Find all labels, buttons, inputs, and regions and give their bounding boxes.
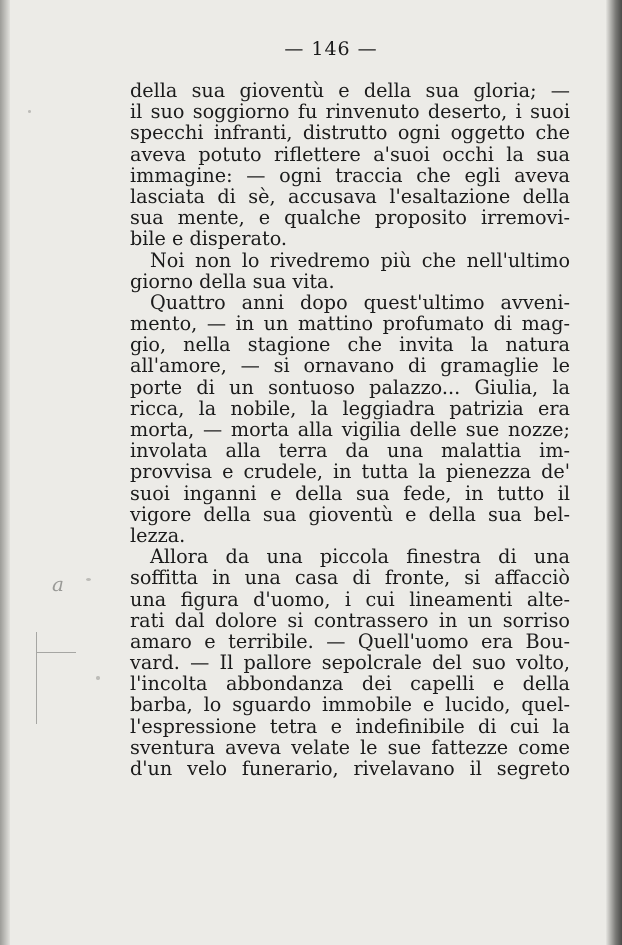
text-line: sua mente, e qualche proposito irremovi- [130,206,570,230]
text-line: bile e disperato. [130,227,288,251]
text-line: soffitta in una casa di fronte, si affacciò [130,566,570,590]
margin-pencil-mark: a [52,572,64,596]
text-line: ricca, la nobile, la leggiadra patrizia era [130,396,570,420]
text-line: immagine: — ogni traccia che egli aveva [130,163,570,187]
text-line: involata alla terra da una malattia im- [130,439,570,463]
text-line: lezza. [130,523,186,547]
text-line: giorno della sua vita. [130,269,335,293]
text-line: barba, lo sguardo immobile e lucido, quel- [130,693,570,717]
text-line: rati dal dolore si contrassero in un sorriso [130,608,570,632]
text-line: provvisa e crudele, in tutta la pienezza de' [130,460,570,484]
text-line: della sua gioventù e della sua gloria; — [130,79,570,102]
text-line: vard. — Il pallore sepolcrale del suo volto, [130,651,570,675]
text-line: all'amore, — si ornavano di gramaglie le [130,354,570,378]
page-number: — 146 — [284,38,378,60]
text-line: l'incolta abbondanza dei capelli e della [130,672,570,696]
paper-speck [86,578,91,581]
text-line: Noi non lo rivedremo più che nell'ultimo [150,248,570,272]
text-line: aveva potuto riflettere a'suoi occhi la sua [130,142,570,166]
text-line: specchi infranti, distrutto ogni oggetto che [130,121,570,145]
margin-pencil-bracket [36,632,51,724]
page-edge-shadow-left [0,0,10,945]
text-line: d'un velo funerario, rivelavano il segreto [130,757,570,780]
text-line: gio, nella stagione che invita la natura [130,333,570,357]
page-edge-shadow-right [606,0,622,945]
text-line: l'espressione tetra e indefinibile di cui la [130,714,570,738]
text-line: Quattro anni dopo quest'ultimo avveni- [150,290,570,314]
text-line: porte di un sontuoso palazzo... Giulia, la [130,375,570,399]
text-line: il suo soggiorno fu rinvenuto deserto, i suoi [130,100,570,124]
text-line: mento, — in un mattino profumato di mag- [130,312,570,336]
text-line: suoi inganni e della sua fede, in tutto il [130,481,570,505]
text-line: morta, — morta alla vigilia delle sue nozze; [130,418,570,441]
text-line: una figura d'uomo, i cui lineamenti alte- [130,587,570,611]
body-text [130,80,570,779]
paper-speck [28,110,31,113]
text-line: amaro e terribile. — Quell'uomo era Bou- [130,629,570,653]
text-line: sventura aveva velate le sue fattezze come [130,735,570,759]
text-line: lasciata di sè, accusava l'esaltazione della [130,184,570,208]
text-line: Allora da una piccola finestra di una [150,545,570,569]
text-line: vigore della sua gioventù e della sua bel- [130,502,570,526]
paper-speck [96,676,100,680]
